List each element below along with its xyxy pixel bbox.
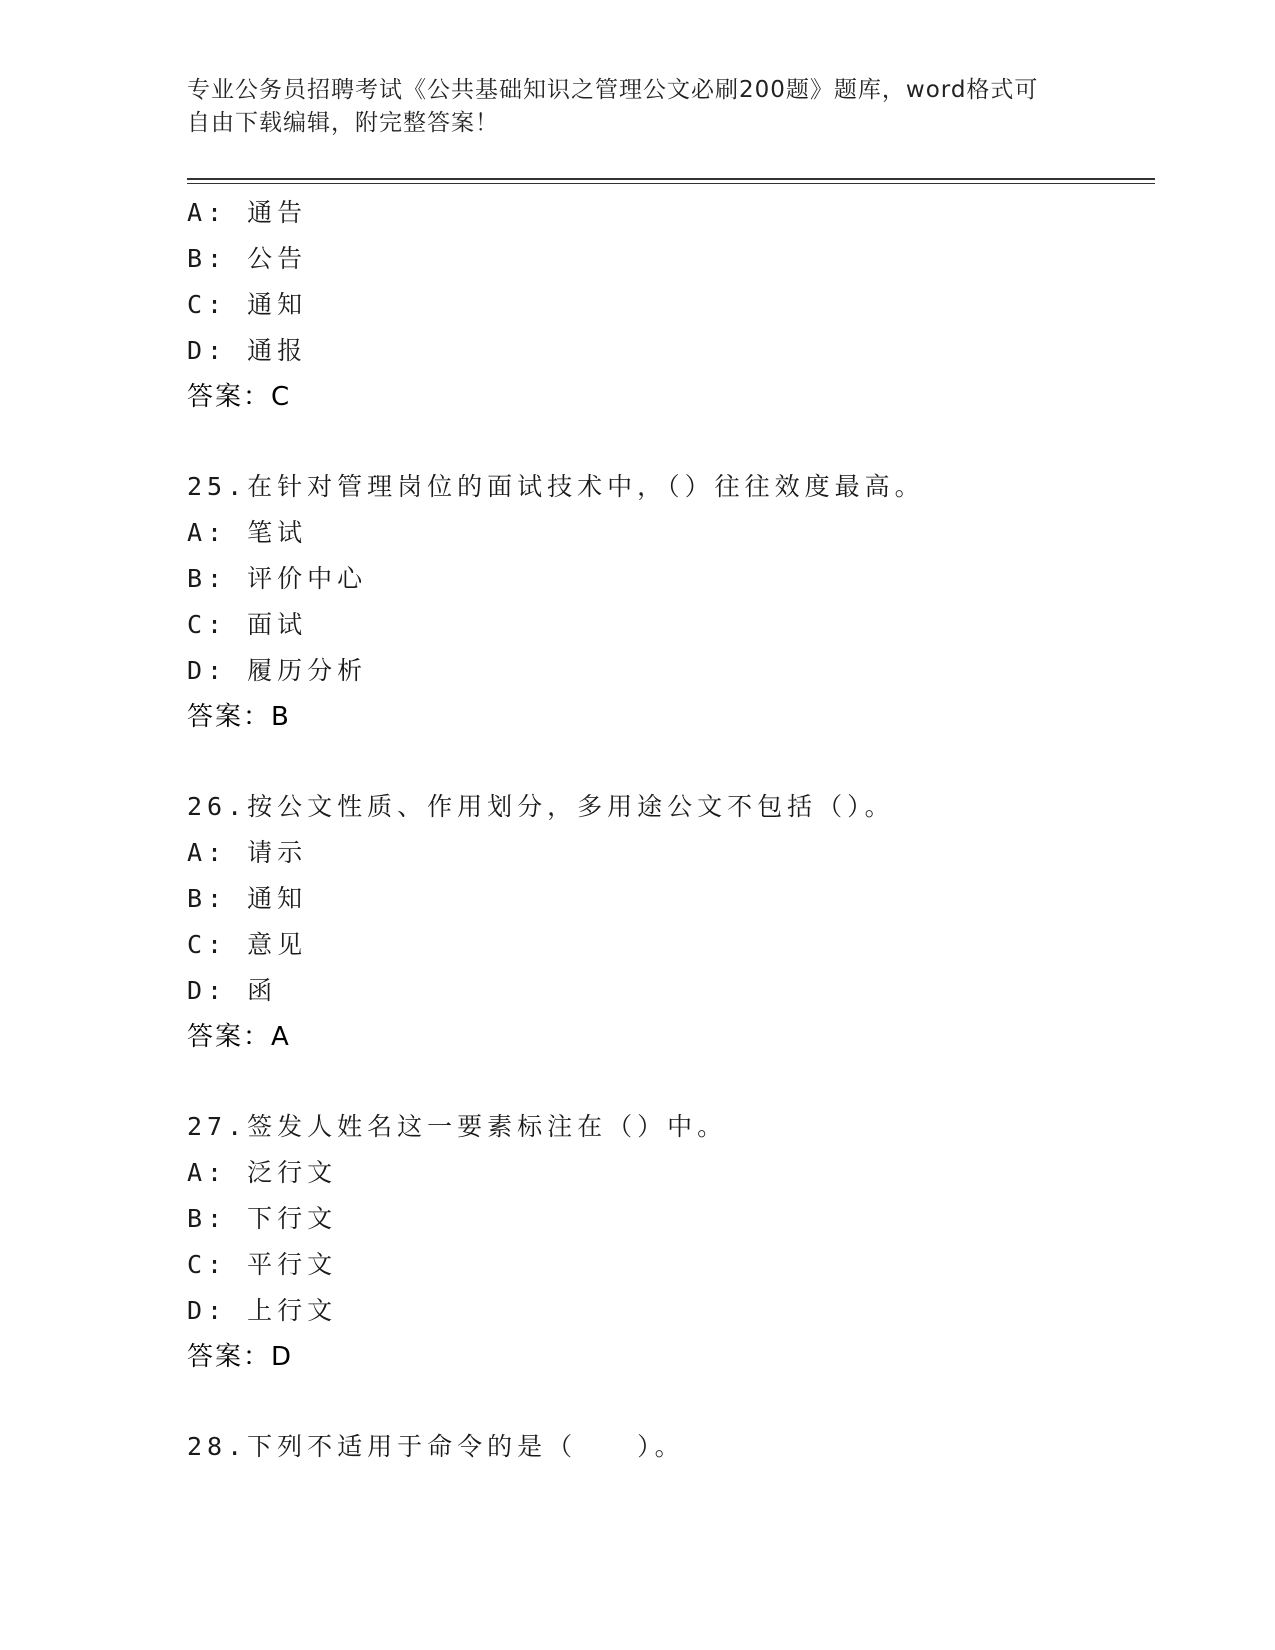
header-divider-thick: [187, 178, 1155, 180]
option-c: C: 平行文: [187, 1250, 338, 1279]
option-b: B: 评价中心: [187, 564, 368, 593]
option-d: D: 上行文: [187, 1296, 338, 1325]
option-d: D: 函: [187, 976, 278, 1005]
header-line-1: 专业公务员招聘考试《公共基础知识之管理公文必刷200题》题库，word格式可: [187, 77, 1039, 103]
option-b: B: 通知: [187, 884, 308, 913]
option-a: A: 请示: [187, 838, 308, 867]
option-d: D: 履历分析: [187, 656, 368, 685]
question-block: [187, 190, 1147, 420]
option-a: A: 通告: [187, 198, 308, 227]
question-stem: 28.下列不适用于命令的是（ ）。: [187, 1432, 685, 1461]
question-stem: 25.在针对管理岗位的面试技术中，（）往往效度最高。: [187, 472, 925, 501]
question-block: [187, 784, 1147, 1060]
question-stem: 26.按公文性质、作用划分，多用途公文不包括（）。: [187, 792, 895, 821]
answer-line: 答案：B: [187, 702, 291, 732]
question-block: [187, 1424, 1147, 1470]
answer-line: 答案：C: [187, 382, 292, 412]
option-d: D: 通报: [187, 336, 308, 365]
question-block: [187, 1104, 1147, 1380]
question-spacer: [187, 1380, 1147, 1424]
answer-line: 答案：A: [187, 1022, 291, 1052]
header-line-2: 自由下载编辑，附完整答案！: [187, 110, 499, 136]
answer-line: 答案：D: [187, 1342, 294, 1372]
question-spacer: [187, 740, 1147, 784]
question-spacer: [187, 420, 1147, 464]
option-c: C: 通知: [187, 290, 308, 319]
option-b: B: 公告: [187, 244, 308, 273]
option-a: A: 泛行文: [187, 1158, 338, 1187]
document-header: [187, 74, 1087, 140]
option-c: C: 面试: [187, 610, 308, 639]
option-a: A: 笔试: [187, 518, 308, 547]
question-block: [187, 464, 1147, 740]
option-c: C: 意见: [187, 930, 308, 959]
question-spacer: [187, 1060, 1147, 1104]
question-stem: 27.签发人姓名这一要素标注在（）中。: [187, 1112, 728, 1141]
question-list: [187, 190, 1147, 1470]
option-b: B: 下行文: [187, 1204, 338, 1233]
header-divider-thin: [187, 183, 1155, 184]
